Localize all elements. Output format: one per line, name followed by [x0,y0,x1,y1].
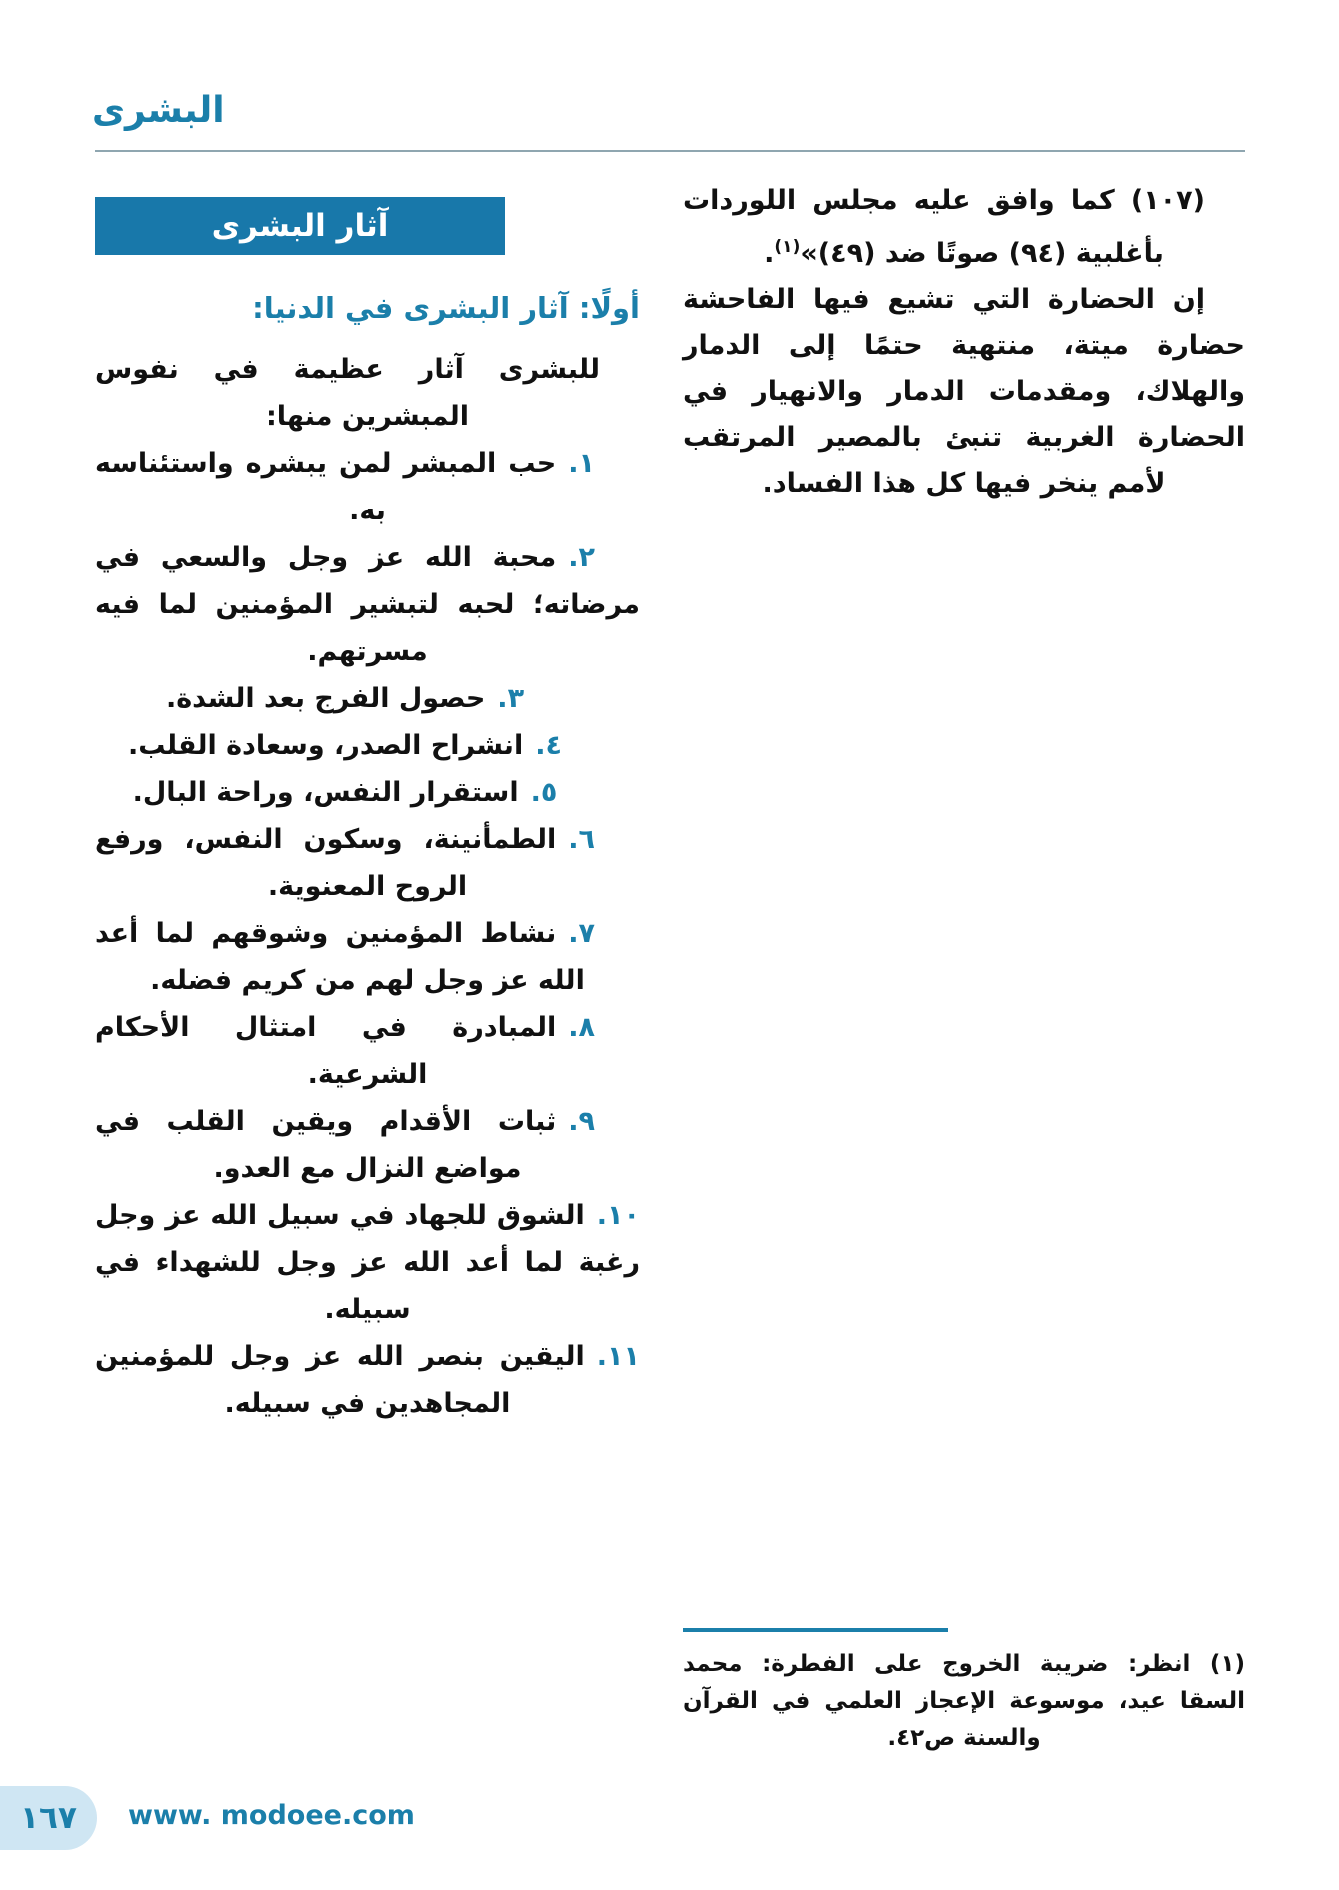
footnote-marker: (١) [1209,1651,1245,1677]
page-header-title: البشرى [92,90,225,131]
right-column [683,178,1245,507]
footnote-divider [683,1628,948,1632]
list-item-number: ١١. [596,1341,640,1372]
section-title-box [95,197,505,255]
list-item-text: ثبات الأقدام ويقين القلب في مواضع النزال مع العدو. [95,1106,557,1184]
footnote-body: انظر: ضريبة الخروج على الفطرة: محمد السقا عيد، موسوعة الإعجاز العلمي في القرآن والسنة ص٤٢. [683,1651,1245,1751]
paragraph-civilization: إن الحضارة التي تشيع فيها الفاحشة حضارة ميتة، منتهية حتمًا إلى الدمار والهلاك، ومقدمات الدمار والانهيار في الحضارة الغربية تنبئ بالمصير المرتقب لأمم ينخر فيها كل هذا الفساد. [683,284,1245,499]
intro-paragraph: للبشرى آثار عظيمة في نفوس المبشرين منها: [95,354,600,432]
list-item-text: محبة الله عز وجل والسعي في مرضاته؛ لحبه لتبشير المؤمنين لما فيه مسرتهم. [95,542,640,667]
header-divider [95,150,1245,152]
list-item-text: حصول الفرج بعد الشدة. [165,683,486,714]
list-item-number: ٣. [497,683,525,714]
list-item [95,1192,640,1333]
paragraph-period: . [764,238,775,269]
list-item-text: اليقين بنصر الله عز وجل للمؤمنين المجاهدين في سبيله. [95,1341,585,1419]
list-item [95,440,640,534]
list-item-text: الشوق للجهاد في سبيل الله عز وجل رغبة لما أعد الله عز وجل للشهداء في سبيله. [95,1200,640,1325]
list-item-text: حب المبشر لمن يبشره واستئناسه به. [95,448,557,526]
list-item-number: ٨. [568,1012,595,1043]
paragraph-text: (١٠٧) كما وافق عليه مجلس اللوردات بأغلبية (٩٤) صوتًا ضد (٤٩)» [683,185,1205,269]
list-item [95,722,640,769]
section-title: آثار البشرى [211,208,389,244]
list-item [95,1004,640,1098]
list-item-number: ٢. [568,542,595,573]
list-item-number: ٥. [530,777,558,808]
effects-list [95,440,640,1427]
left-column [95,197,640,1427]
list-item [95,769,640,816]
section-subtitle: أولًا: آثار البشرى في الدنيا: [252,291,640,325]
list-item [95,1098,640,1192]
list-item-text: انشراح الصدر، وسعادة القلب. [128,730,524,761]
page-number: ١٦٧ [20,1800,77,1836]
list-item-number: ٩. [568,1106,595,1137]
list-item-number: ١٠. [596,1200,640,1231]
list-item [95,534,640,675]
list-item-number: ٦. [568,824,595,855]
list-item [95,816,640,910]
list-item-number: ٤. [535,730,562,761]
list-item [95,675,640,722]
list-item-text: نشاط المؤمنين وشوقهم لما أعد الله عز وجل لهم من كريم فضله. [95,918,585,996]
list-item-number: ٧. [568,918,595,949]
list-item-text: استقرار النفس، وراحة البال. [132,777,519,808]
footnote-ref: (١) [774,237,801,257]
list-item-text: المبادرة في امتثال الأحكام الشرعية. [95,1012,557,1090]
footnote-block [683,1628,1245,1757]
list-item-number: ١. [568,448,595,479]
list-item-text: الطمأنينة، وسكون النفس، ورفع الروح المعنوية. [95,824,557,902]
page-number-badge [0,1786,97,1850]
list-item [95,1333,640,1427]
list-item [95,910,640,1004]
paragraph-quote-end [683,178,1245,277]
footnote-text [683,1646,1245,1757]
website-url: www. modoee.com [128,1800,415,1831]
